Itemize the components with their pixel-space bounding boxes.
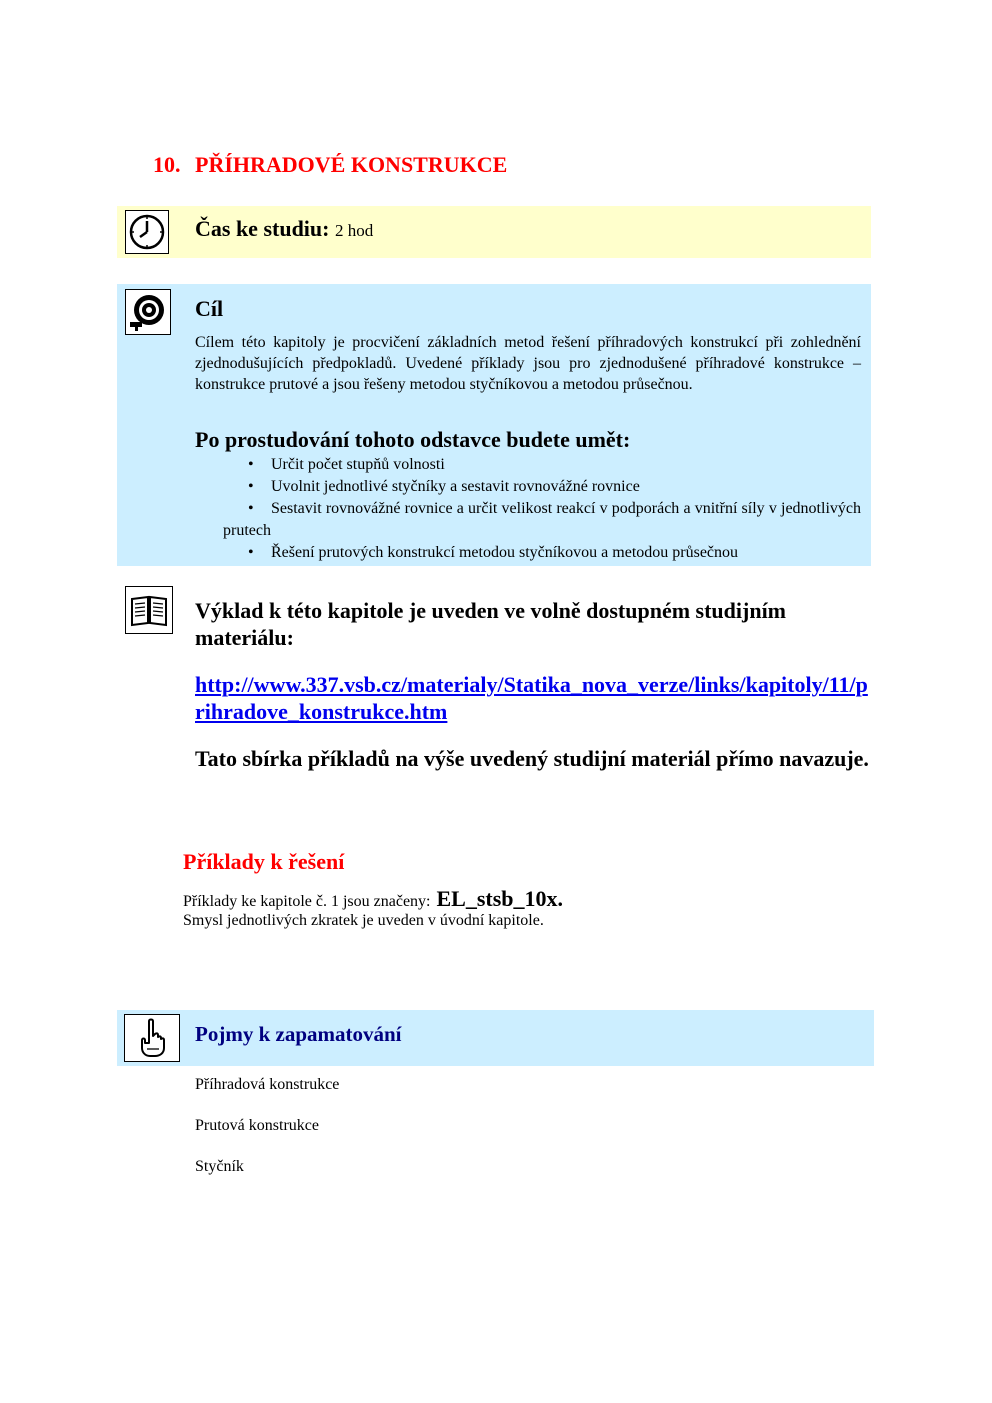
chapter-number: 10.	[153, 152, 181, 177]
examples-heading: Příklady k řešení	[183, 849, 345, 874]
list-item: • Určit počet stupňů volnosti	[223, 454, 861, 476]
examples-note: Smysl jednotlivých zkratek je uveden v úvodní kapitole.	[183, 912, 544, 929]
study-time-label: Čas ke studiu:	[195, 216, 330, 241]
term-item: Styčník	[195, 1158, 244, 1175]
goal-heading: Cíl	[195, 296, 224, 321]
examples-line	[183, 886, 563, 912]
chapter-title-text: PŘÍHRADOVÉ KONSTRUKCE	[195, 152, 508, 177]
reading-text: Výklad k této kapitole je uveden ve volně dostupném studijním materiálu:	[195, 598, 787, 650]
clock-icon	[125, 210, 169, 254]
term-item: Prutová konstrukce	[195, 1117, 319, 1134]
chapter-title	[153, 152, 507, 178]
skills-list	[223, 454, 861, 564]
study-time-value: 2 hod	[334, 221, 374, 240]
study-time	[195, 216, 373, 242]
list-item: • Sestavit rovnovážné rovnice a určit velikost reakcí v podporách a vnitřní síly v jednotlivých prutech	[223, 498, 861, 542]
pointing-hand-icon	[124, 1014, 180, 1062]
study-material-link[interactable]: http://www.337.vsb.cz/materialy/Statika_nova_verze/links/kapitoly/11/prihradove_konstrukce.htm	[195, 672, 868, 724]
list-item: • Uvolnit jednotlivé styčníky a sestavit rovnovážné rovnice	[223, 476, 861, 498]
reading-note: Tato sbírka příkladů na výše uvedený studijní materiál přímo navazuje.	[195, 746, 869, 771]
skills-heading: Po prostudování tohoto odstavce budete umět:	[195, 427, 631, 452]
goal-text: Cílem této kapitoly je procvičení základních metod řešení příhradových konstrukcí při zohlednění zjednodušujících předpokladů. Uvedené příklady jsou pro zjednodušené příhradové konstrukce – konstrukce prutové a jsou řešeny metodou styčníkovou a metodou průsečnou.	[195, 334, 861, 393]
book-icon	[125, 586, 173, 634]
terms-heading: Pojmy k zapamatování	[195, 1022, 402, 1046]
list-item: • Řešení prutových konstrukcí metodou styčníkovou a metodou průsečnou	[223, 542, 861, 564]
examples-intro: Příklady ke kapitole č. 1 jsou značeny:	[183, 893, 431, 910]
examples-code: EL_stsb_10x.	[436, 886, 564, 911]
target-icon	[125, 289, 171, 335]
term-item: Příhradová konstrukce	[195, 1076, 340, 1093]
